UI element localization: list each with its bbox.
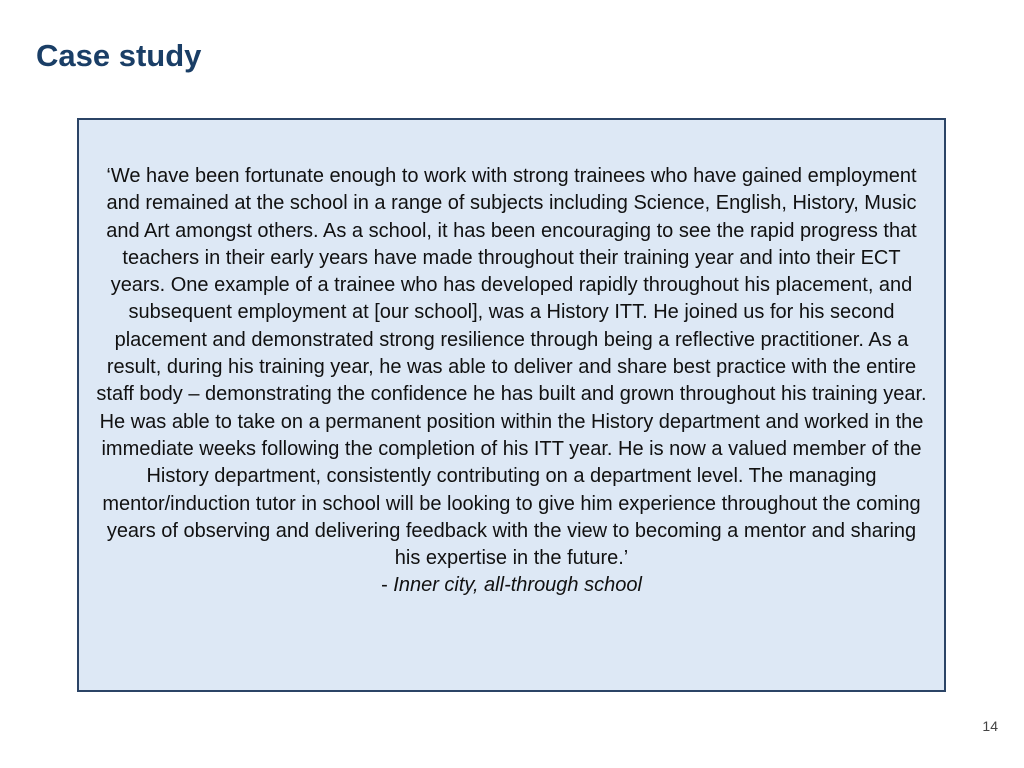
- case-study-quote: ‘We have been fortunate enough to work with strong trainees who have gained employment and remained at the school in a range of subjects including Science, English, History, Music and Art amongst others. As a school, it has been encouraging to see the rapid progress that teachers in their early years have made throughout their training year and into their ECT years. One example of a trainee who has developed rapidly throughout his placement, and subsequent employment at [our school], was a History ITT. He joined us for his second placement and demonstrated strong resilience through being a reflective practitioner. As a result, during his training year, he was able to deliver and share best practice with the entire staff body – demonstrating the confidence he has built and grown throughout his training year. He was able to take on a permanent position within the History department and worked in the immediate weeks following the completion of his ITT year. He is now a valued member of the History department, consistently contributing on a department level. The managing mentor/induction tutor in school will be looking to give him experience throughout the coming years of observing and delivering feedback with the view to becoming a mentor and sharing his expertise in the future.’: [96, 165, 927, 570]
- page-number: 14: [982, 718, 998, 734]
- slide-title: Case study: [36, 38, 202, 73]
- quote-attribution: [381, 572, 642, 599]
- attribution-dash: -: [381, 574, 394, 597]
- attribution-source: Inner city, all-through school: [393, 574, 642, 597]
- case-study-quote-box: [77, 118, 946, 692]
